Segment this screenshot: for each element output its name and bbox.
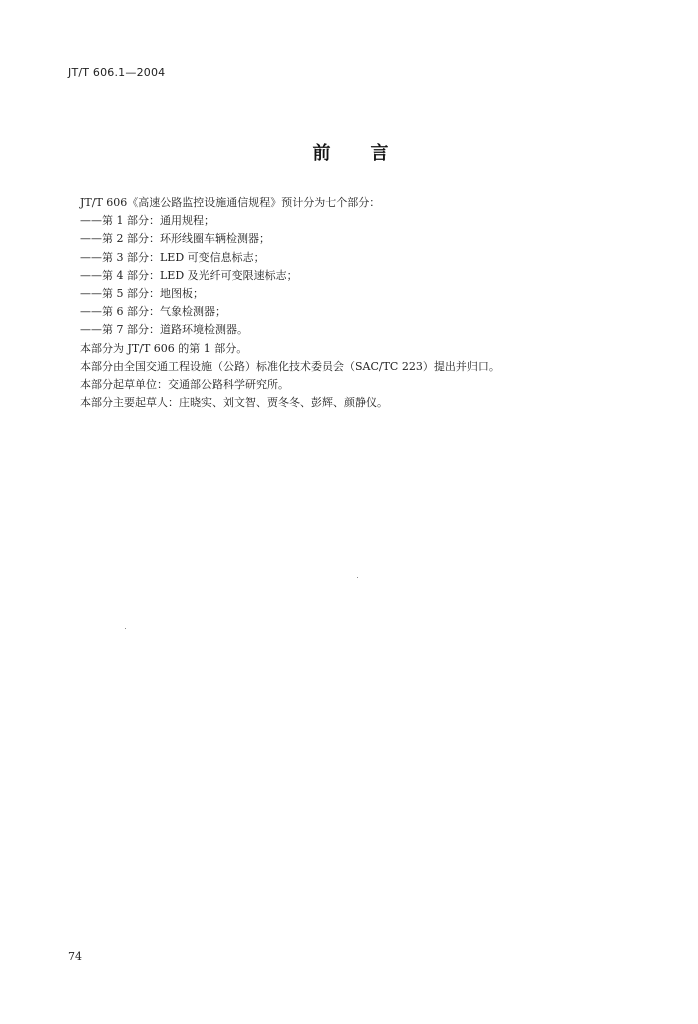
part-list-item: ——第 5 部分：地图板； [80,287,204,301]
part-list-item: ——第 2 部分：环形线圈车辆检测器； [80,232,270,246]
this-part-statement: 本部分为 JT/T 606 的第 1 部分。 [80,341,248,355]
page-title [0,139,698,165]
foreword-body [80,194,640,412]
standard-code-header: JT/T 606.1—2004 [68,66,166,79]
drafters-statement: 本部分主要起草人：庄晓实、刘文智、贾冬冬、彭辉、颜静仪。 [80,396,388,410]
proposed-by-statement: 本部分由全国交通工程设施（公路）标准化技术委员会（SAC/TC 223）提出并归口。 [80,359,500,373]
drafting-unit-statement: 本部分起草单位：交通部公路科学研究所。 [80,378,289,392]
scan-speck [357,577,358,578]
part-list-item: ——第 4 部分：LED 及光纤可变限速标志； [80,268,298,282]
scan-speck [125,628,126,629]
part-list-item: ——第 1 部分：通用规程； [80,214,215,228]
title-char-2: 言 [370,143,389,164]
intro-paragraph: JT/T 606《高速公路监控设施通信规程》预计分为七个部分： [80,196,381,209]
part-list-item: ——第 7 部分：道路环境检测器。 [80,323,248,337]
title-char-1: 前 [312,143,331,164]
part-list-item: ——第 6 部分：气象检测器； [80,305,226,319]
part-list-item: ——第 3 部分：LED 可变信息标志； [80,250,265,264]
page-number: 74 [68,950,82,963]
